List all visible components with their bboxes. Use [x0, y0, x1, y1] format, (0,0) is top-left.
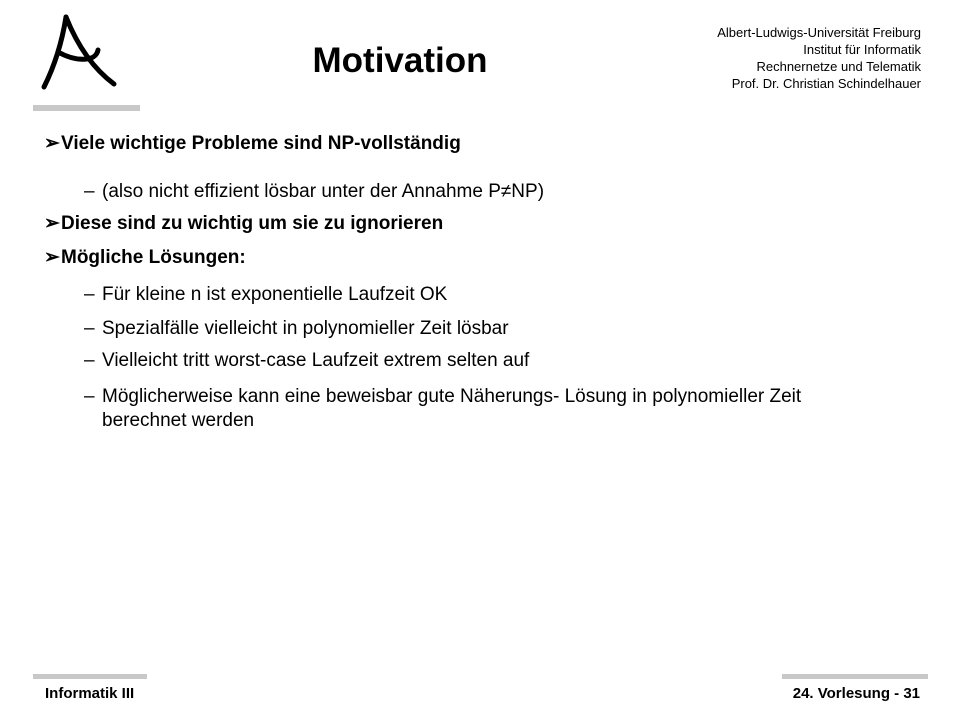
institution-institute: Institut für Informatik — [803, 42, 921, 57]
dash-glyph: – — [84, 318, 95, 339]
dash-glyph: – — [84, 284, 95, 305]
dash-glyph: – — [84, 386, 95, 407]
bullet-item — [44, 132, 461, 156]
bullet-item — [44, 246, 246, 270]
sub-item-text: Möglicherweise kann eine beweisbar gute Näherungs- Lösung in polynomieller Zeit berechnet werden — [102, 386, 802, 431]
footer-divider-left — [33, 674, 147, 679]
sub-item — [84, 317, 804, 341]
institution-department: Rechnernetze und Telematik — [756, 59, 921, 74]
sub-item-text: Vielleicht tritt worst-case Laufzeit extrem selten auf — [102, 350, 530, 371]
bullet-item — [44, 212, 443, 236]
lecture-page-number: 24. Vorlesung - 31 — [792, 685, 920, 702]
dash-glyph: – — [84, 181, 95, 202]
sub-item-text: Für kleine n ist exponentielle Laufzeit OK — [102, 284, 448, 305]
arrow-bullet-icon: ➢ — [44, 247, 60, 268]
arrow-bullet-icon: ➢ — [44, 133, 60, 154]
dash-glyph: – — [84, 350, 95, 371]
institution-professor: Prof. Dr. Christian Schindelhauer — [731, 76, 921, 91]
sub-item — [84, 385, 804, 433]
sub-item — [84, 180, 804, 204]
slide-title: Motivation — [312, 41, 488, 80]
institution-university: Albert-Ludwigs-Universität Freiburg — [717, 25, 921, 40]
sub-item — [84, 349, 804, 373]
sub-item-text: (also nicht effizient lösbar unter der Annahme P≠NP) — [102, 181, 545, 202]
bullet-text: Mögliche Lösungen: — [61, 247, 246, 268]
bullet-text: Diese sind zu wichtig um sie zu ignorieren — [61, 213, 444, 234]
course-name: Informatik III — [45, 685, 135, 702]
footer-divider-right — [782, 674, 928, 679]
sub-item — [84, 283, 804, 307]
sub-item-text: Spezialfälle vielleicht in polynomieller Zeit lösbar — [102, 318, 509, 339]
bullet-text: Viele wichtige Probleme sind NP-vollständig — [61, 133, 461, 154]
arrow-bullet-icon: ➢ — [44, 213, 60, 234]
